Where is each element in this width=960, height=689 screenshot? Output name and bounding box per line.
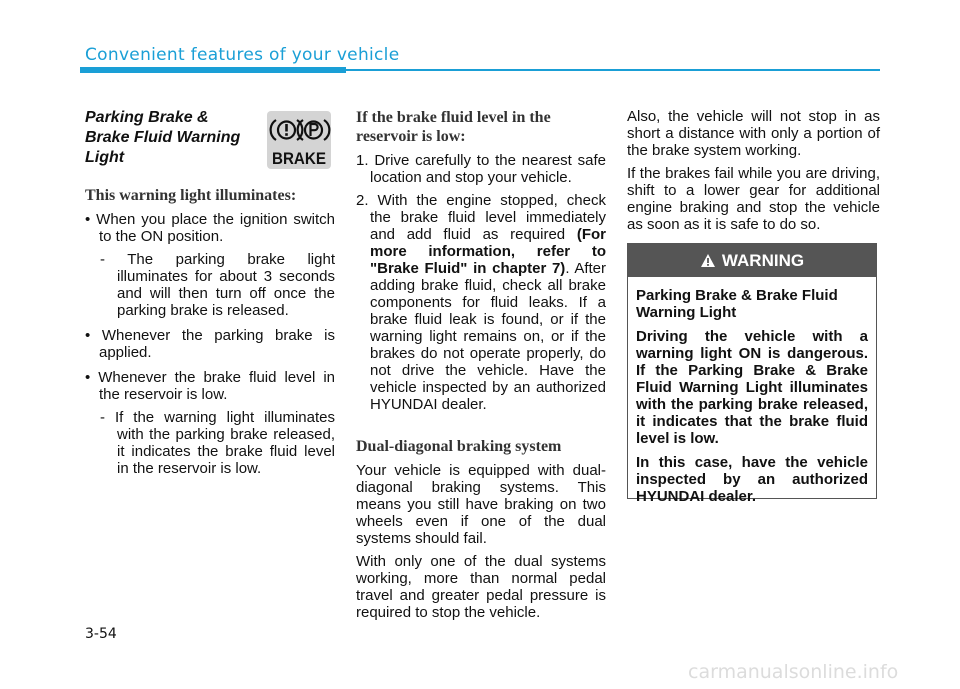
column-3: [627, 108, 880, 233]
bullet-ignition: • When you place the ignition switch to the ON position.: [85, 211, 335, 245]
sub-bullet-parking-light: - The parking brake light illuminates for about 3 seconds and will then turn off once the parking brake is released.: [100, 251, 335, 319]
warning-line-2: Driving the vehicle with a warning light ON is dangerous. If the Parking Brake & Brake Fluid Warning Light illuminates with the parking brake released, it indicates that the brake fluid level is low.: [636, 328, 868, 447]
subheading-dual-diagonal: Dual-diagonal braking system: [356, 438, 562, 455]
warning-line-3: In this case, have the vehicle inspected by an authorized HYUNDAI dealer.: [636, 454, 868, 505]
column-2: [356, 108, 606, 621]
dual-diagonal-paragraph-1: Your vehicle is equipped with dual-diagonal braking systems. This means you still have braking on two wheels even if one of the dual systems should fail.: [356, 462, 606, 547]
header-rule-thin: [346, 69, 880, 71]
sub-bullet-fluid-low: - If the warning light illuminates with the parking brake released, it indicates the brake fluid level in the reservoir is low.: [100, 409, 335, 477]
dual-diagonal-paragraph-2: With only one of the dual systems working, more than normal pedal travel and greater pedal pressure is required to stop the vehicle.: [356, 553, 606, 621]
page-number: 3-54: [85, 626, 117, 642]
bullet-fluid-low: • Whenever the brake fluid level in the reservoir is low.: [85, 369, 335, 403]
warning-title: WARNING: [721, 250, 805, 270]
brake-warning-icon: [267, 111, 331, 169]
column3-paragraph-2: If the brakes fail while you are driving, shift to a lower gear for additional engine braking and stop the vehicle as soon as it is safe to do so.: [627, 165, 880, 233]
section-title: Parking Brake & Brake Fluid Warning Light: [85, 109, 241, 166]
warning-body: [628, 277, 876, 505]
step-2: 2. With the engine stopped, check the brake fluid level immediately and add fluid as required (For more information, refer to "Brake Fluid" in chapter 7). After adding brake fluid, check all brake components for fluid leaks. If a brake fluid leak is found, or if the warning light remains on, or if the brakes do not operate properly, do not drive the vehicle. Have the vehicle inspected by an authorized HYUNDAI dealer.: [356, 192, 607, 413]
column3-paragraph-1: Also, the vehicle will not stop in as short a distance with only a portion of the brake system working.: [627, 108, 880, 159]
subheading-illuminates: This warning light illuminates:: [85, 187, 297, 204]
bullet-parking-brake-applied: • Whenever the parking brake is applied.: [85, 327, 336, 361]
column-1: [85, 108, 335, 477]
brake-icon-label: BRAKE: [272, 149, 326, 168]
warning-box: [627, 243, 877, 505]
subheading-fluid-low: If the brake fluid level in the reservoir is low:: [356, 109, 551, 145]
section-header-title: Convenient features of your vehicle: [85, 45, 400, 65]
step-1: 1. Drive carefully to the nearest safe location and stop your vehicle.: [356, 152, 606, 186]
warning-header: [628, 244, 876, 277]
warning-line-1: Parking Brake & Brake Fluid Warning Light: [636, 287, 838, 321]
warning-triangle-icon: [700, 253, 716, 268]
watermark: carmanualsonline.info: [688, 661, 899, 683]
header-rule-thick: [80, 67, 346, 73]
